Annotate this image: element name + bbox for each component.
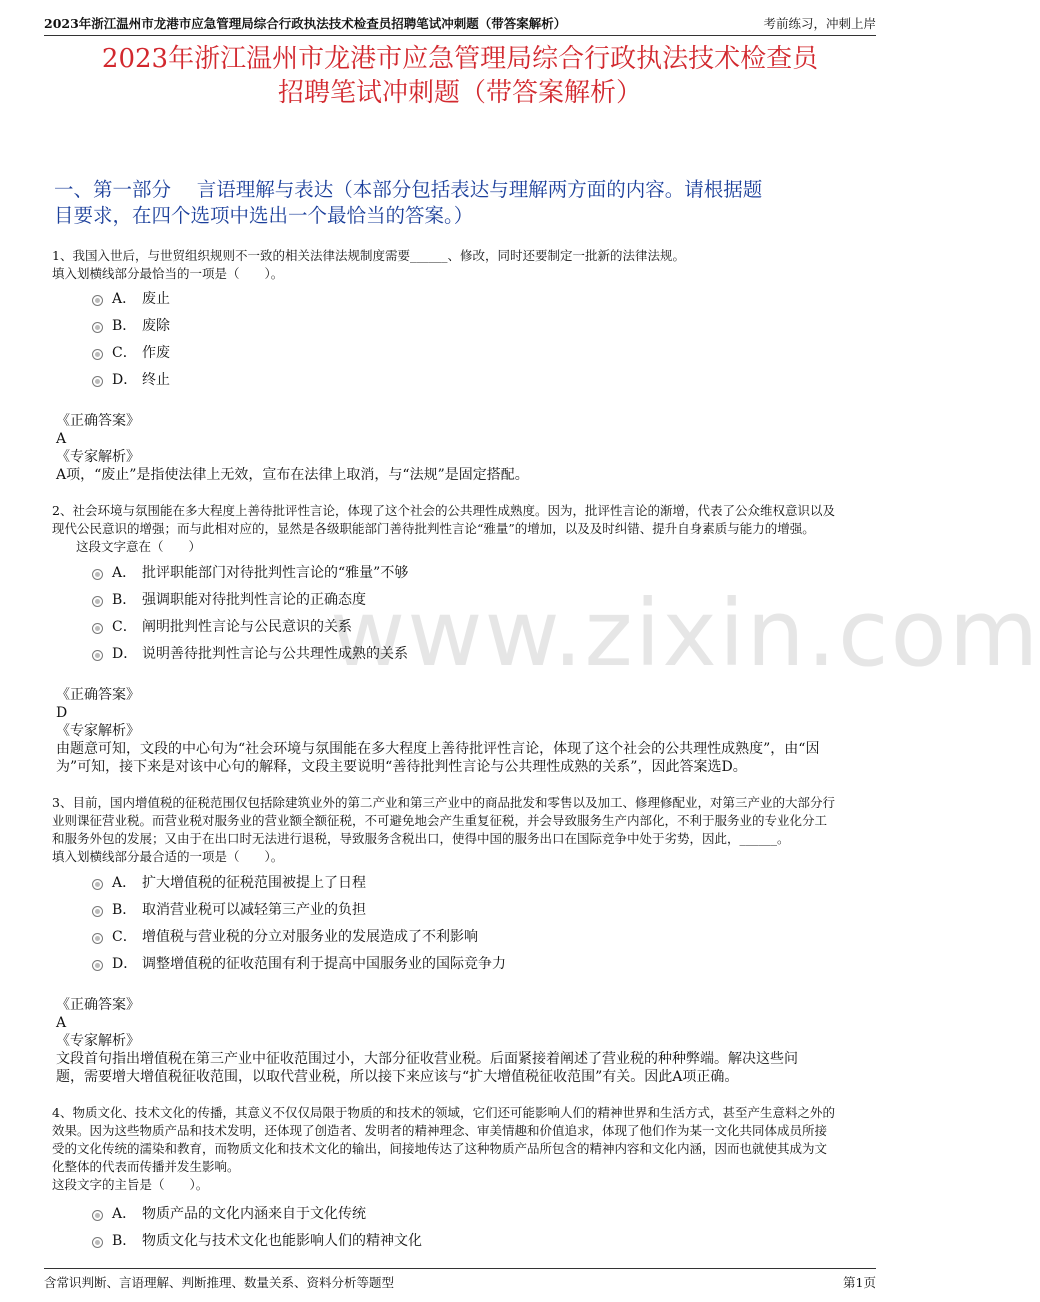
radio-icon[interactable]	[92, 349, 103, 360]
question-1-option-d[interactable]	[92, 368, 170, 390]
analysis-text: 为”可知，接下来是对该中心句的解释，文段主要说明“善待批判性言论与公共理性成熟的关系”，因此答案选D。	[56, 759, 747, 775]
option-text: 阐明批判性言论与公民意识的关系	[142, 619, 352, 635]
answer-value: D	[56, 705, 68, 721]
answer-label: 《正确答案》	[56, 997, 140, 1013]
answer-value: A	[56, 431, 67, 447]
radio-icon[interactable]	[92, 960, 103, 971]
question-4-stem-line: 效果。因为这些物质产品和技术发明，还体现了创造者、发明者的精神理念、审美情趣和价值追求，体现了他们作为某一文化共同体成员所接	[52, 1123, 828, 1138]
question-4-option-b[interactable]	[92, 1229, 422, 1251]
analysis-text: 文段首句指出增值税在第三产业中征收范围过小，大部分征收营业税。后面紧接着阐述了营业税的种种弊端。解决这些问	[56, 1051, 798, 1067]
option-letter: D．	[112, 646, 138, 662]
option-letter: D．	[112, 372, 138, 388]
question-1-stem	[52, 247, 874, 283]
question-3-option-a[interactable]	[92, 871, 366, 893]
option-text: 强调职能对待批判性言论的正确态度	[142, 592, 366, 608]
question-4-stem	[52, 1104, 874, 1194]
question-1-option-a[interactable]	[92, 287, 170, 309]
document-title-line1: 2023年浙江温州市龙港市应急管理局综合行政执法技术检查员	[101, 44, 819, 74]
question-2-stem-line: 2、社会环境与氛围能在多大程度上善待批评性言论，体现了这个社会的公共理性成熟度。因为，批评性言论的渐增，代表了公众维权意识以及	[52, 503, 835, 518]
header-slogan: 考前练习，冲刺上岸	[763, 16, 876, 31]
radio-icon[interactable]	[92, 879, 103, 890]
question-3-stem-line: 填入划横线部分最合适的一项是（ ）。	[52, 849, 284, 864]
question-2-stem	[52, 502, 874, 556]
answer-label: 《正确答案》	[56, 413, 140, 429]
analysis-label: 《专家解析》	[56, 449, 140, 465]
answer-label: 《正确答案》	[56, 687, 140, 703]
option-text: 物质产品的文化内涵来自于文化传统	[142, 1206, 366, 1222]
option-letter: A．	[112, 565, 137, 581]
option-letter: D．	[112, 956, 138, 972]
radio-icon[interactable]	[92, 569, 103, 580]
radio-icon[interactable]	[92, 322, 103, 333]
section-heading-line1: 一、第一部分 言语理解与表达（本部分包括表达与理解两方面的内容。请根据题	[54, 178, 763, 201]
question-4-stem-line: 受的文化传统的濡染和教育，而物质文化和技术文化的输出，间接地传达了这种物质产品所包含的精神内容和文化内涵，因而也就使其成为文	[52, 1141, 828, 1156]
header-doc-title: 2023年浙江温州市龙港市应急管理局综合行政执法技术检查员招聘笔试冲刺题（带答案解析）	[44, 16, 567, 31]
running-footer	[44, 1268, 876, 1293]
analysis-text: A项，“废止”是指使法律上无效，宣布在法律上取消，与“法规”是固定搭配。	[56, 467, 529, 483]
question-3-option-c[interactable]	[92, 925, 478, 947]
question-3-option-d[interactable]	[92, 952, 506, 974]
option-letter: C．	[112, 929, 137, 945]
option-text: 说明善待批判性言论与公共理性成熟的关系	[142, 646, 408, 662]
running-header	[44, 10, 876, 36]
radio-icon[interactable]	[92, 933, 103, 944]
document-title	[40, 42, 880, 110]
question-4-stem-line: 4、物质文化、技术文化的传播，其意义不仅仅局限于物质的和技术的领域，它们还可能影响人们的精神世界和生活方式，甚至产生意料之外的	[52, 1105, 835, 1120]
radio-icon[interactable]	[92, 1237, 103, 1248]
question-1-option-b[interactable]	[92, 314, 170, 336]
radio-icon[interactable]	[92, 906, 103, 917]
question-3-option-b[interactable]	[92, 898, 366, 920]
question-3-stem-line: 3、目前，国内增值税的征税范围仅包括除建筑业外的第二产业和第三产业中的商品批发和零售以及加工、修理修配业，对第三产业的大部分行	[52, 795, 835, 810]
question-1-answer-block	[56, 412, 874, 484]
radio-icon[interactable]	[92, 650, 103, 661]
radio-icon[interactable]	[92, 596, 103, 607]
option-text: 终止	[142, 372, 170, 388]
question-2-answer-block	[56, 686, 874, 776]
option-letter: B．	[112, 1233, 137, 1249]
option-letter: B．	[112, 592, 137, 608]
question-3-stem	[52, 794, 874, 866]
option-text: 取消营业税可以减轻第三产业的负担	[142, 902, 366, 918]
question-1-stem-line: 1、我国入世后，与世贸组织规则不一致的相关法律法规制度需要______、修改，同时还要制定一批新的法律法规。	[52, 248, 685, 263]
option-text: 增值税与营业税的分立对服务业的发展造成了不利影响	[142, 929, 478, 945]
question-4-stem-line: 这段文字的主旨是（ ）。	[52, 1177, 209, 1192]
answer-value: A	[56, 1015, 67, 1031]
option-text: 批评职能部门对待批判性言论的“雅量”不够	[142, 565, 409, 581]
watermark: www.zixin.com	[330, 580, 1040, 687]
question-4-option-a[interactable]	[92, 1202, 366, 1224]
analysis-label: 《专家解析》	[56, 1033, 140, 1049]
question-3-stem-line: 和服务外包的发展；又由于在出口时无法进行退税，导致服务含税出口，使得中国的服务出口在国际竞争中处于劣势，因此，______。	[52, 831, 790, 846]
option-text: 废止	[142, 291, 170, 307]
question-1-stem-line: 填入划横线部分最恰当的一项是（ ）。	[52, 266, 284, 281]
question-2-option-d[interactable]	[92, 642, 408, 664]
option-letter: B．	[112, 318, 137, 334]
analysis-text: 题，需要增大增值税征收范围，以取代营业税，所以接下来应该与“扩大增值税征收范围”有关。因此A项正确。	[56, 1069, 739, 1085]
radio-icon[interactable]	[92, 623, 103, 634]
radio-icon[interactable]	[92, 1210, 103, 1221]
analysis-label: 《专家解析》	[56, 723, 140, 739]
option-text: 扩大增值税的征税范围被提上了日程	[142, 875, 366, 891]
question-2-stem-line: 现代公民意识的增强；而与此相对应的，显然是各级职能部门善待批判性言论“雅量”的增加，以及及时纠错、提升自身素质与能力的增强。	[52, 521, 815, 536]
option-letter: C．	[112, 619, 137, 635]
option-text: 作废	[142, 345, 170, 361]
page-number: 第1页	[843, 1275, 876, 1290]
question-4-stem-line: 化整体的代表而传播并发生影响。	[52, 1159, 240, 1174]
option-letter: A．	[112, 875, 137, 891]
section-heading-line2: 目要求，在四个选项中选出一个最恰当的答案。）	[54, 204, 474, 227]
question-2-option-b[interactable]	[92, 588, 366, 610]
option-text: 物质文化与技术文化也能影响人们的精神文化	[142, 1233, 422, 1249]
question-2-option-c[interactable]	[92, 615, 352, 637]
footer-question-types: 含常识判断、言语理解、判断推理、数量关系、资料分析等题型	[44, 1275, 395, 1290]
question-2-stem-line: 这段文字意在（ ）	[76, 539, 202, 554]
option-letter: A．	[112, 291, 137, 307]
option-letter: B．	[112, 902, 137, 918]
question-2-option-a[interactable]	[92, 561, 408, 583]
option-text: 调整增值税的征收范围有利于提高中国服务业的国际竞争力	[142, 956, 506, 972]
option-letter: A．	[112, 1206, 137, 1222]
section-heading	[54, 177, 870, 229]
analysis-text: 由题意可知，文段的中心句为“社会环境与氛围能在多大程度上善待批评性言论，体现了这个社会的公共理性成熟度”，由“因	[56, 741, 820, 757]
radio-icon[interactable]	[92, 376, 103, 387]
question-3-stem-line: 业则课征营业税。而营业税对服务业的营业额全额征税，不可避免地会产生重复征税，并会导致服务生产内部化，不利于服务业的专业化分工	[52, 813, 828, 828]
document-title-line2: 招聘笔试冲刺题（带答案解析）	[277, 78, 642, 108]
option-text: 废除	[142, 318, 170, 334]
radio-icon[interactable]	[92, 295, 103, 306]
option-letter: C．	[112, 345, 137, 361]
question-3-answer-block	[56, 996, 874, 1086]
question-1-option-c[interactable]	[92, 341, 170, 363]
